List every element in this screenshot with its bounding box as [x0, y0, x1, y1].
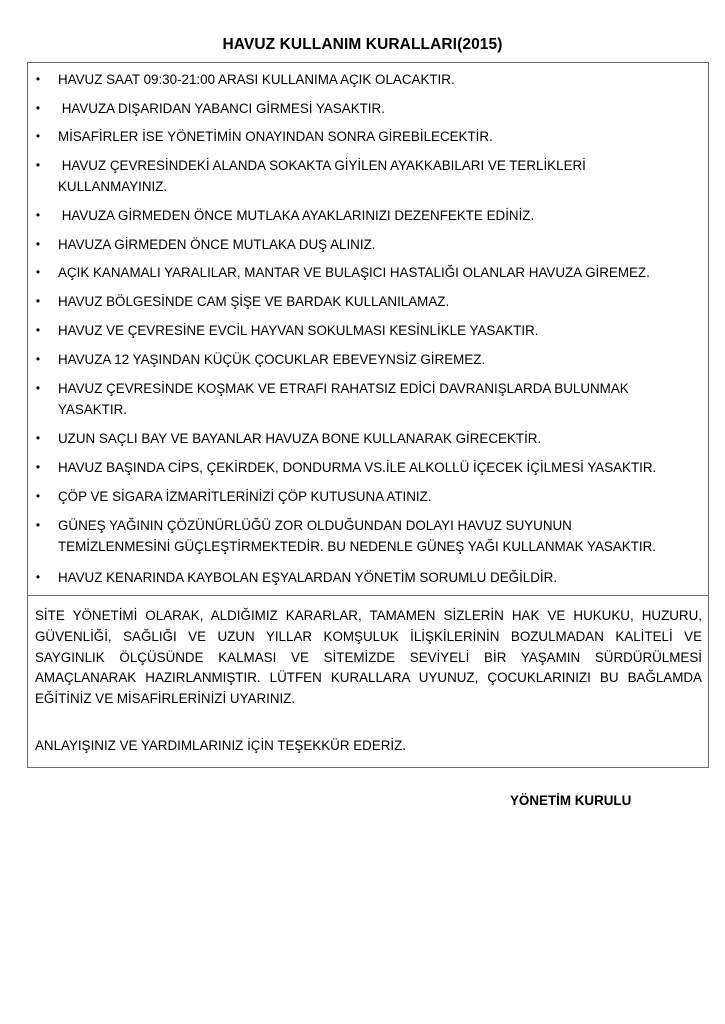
bullet-icon: •: [35, 352, 41, 366]
rule-text: GÜNEŞ YAĞININ ÇÖZÜNÜRLÜĞÜ ZOR OLDUĞUNDAN DOLAYI HAVUZ SUYUNUN TEMİZLENMESİNİ GÜÇLEŞTİRMEKTEDİR. BU NEDENLE GÜNEŞ YAĞI KULLANMAK YASAKTIR.: [58, 518, 656, 554]
bullet-icon: •: [35, 101, 41, 115]
thanks-text: ANLAYIŞINIZ VE YARDIMLARINIZ İÇİN TEŞEKKÜR EDERİZ.: [35, 738, 407, 753]
rule-text: ÇÖP VE SİGARA İZMARİTLERİNİZİ ÇÖP KUTUSUNA ATINIZ.: [58, 489, 432, 504]
bullet-icon: •: [35, 381, 41, 395]
rule-text: MİSAFİRLER İSE YÖNETİMİN ONAYINDAN SONRA GİREBİLECEKTİR.: [58, 129, 493, 144]
rule-text: HAVUZ KENARINDA KAYBOLAN EŞYALARDAN YÖNETİM SORUMLU DEĞİLDİR.: [58, 570, 558, 585]
bullet-icon: •: [35, 158, 41, 172]
bullet-icon: •: [35, 237, 41, 251]
rule-text: HAVUZA GİRMEDEN ÖNCE MUTLAKA AYAKLARINIZI DEZENFEKTE EDİNİZ.: [58, 208, 535, 223]
rule-text: HAVUZA GİRMEDEN ÖNCE MUTLAKA DUŞ ALINIZ.: [58, 237, 376, 252]
section-divider: [28, 595, 708, 596]
rule-text: HAVUZ VE ÇEVRESİNE EVCİL HAYVAN SOKULMASI KESİNLİKLE YASAKTIR.: [58, 323, 539, 338]
rule-text: AÇIK KANAMALI YARALILAR, MANTAR VE BULAŞICI HASTALIĞI OLANLAR HAVUZA GİREMEZ.: [58, 265, 650, 280]
bullet-icon: •: [35, 323, 41, 337]
rule-text: HAVUZA 12 YAŞINDAN KÜÇÜK ÇOCUKLAR EBEVEYNSİZ GİREMEZ.: [58, 352, 486, 367]
rule-text: HAVUZ SAAT 09:30-21:00 ARASI KULLANIMA AÇIK OLACAKTIR.: [58, 72, 455, 87]
bullet-icon: •: [35, 518, 41, 532]
bullet-icon: •: [35, 72, 41, 86]
bullet-icon: •: [35, 129, 41, 143]
rule-text: HAVUZA DIŞARIDAN YABANCI GİRMESİ YASAKTIR.: [58, 101, 385, 116]
rule-text: UZUN SAÇLI BAY VE BAYANLAR HAVUZA BONE KULLANARAK GİRECEKTİR.: [58, 431, 542, 446]
rule-text: HAVUZ ÇEVRESİNDE KOŞMAK VE ETRAFI RAHATSIZ EDİCİ DAVRANIŞLARDA BULUNMAK YASAKTIR.: [58, 381, 629, 417]
signature: YÖNETİM KURULU: [510, 793, 632, 808]
notice-paragraph: SİTE YÖNETİMİ OLARAK, ALDIĞIMIZ KARARLAR, TAMAMEN SİZLERİN HAK VE HUKUKU, HUZURU, GÜVENLİĞİ, SAĞLIĞI VE UZUN YILLAR KOMŞULUK İLİŞKİLERİNİN BOZULMADAN KALİTELİ VE SAYGINLIK ÖLÇÜSÜNDE KALMASI VE SİTEMİZDE SEVİYELİ BİR YAŞAMIN SÜRDÜRÜLMESİ AMAÇLANARAK HAZIRLANMIŞTIR. LÜTFEN KURALLARA UYUNUZ, ÇOCUKLARINIZI BU BAĞLAMDA EĞİTİNİZ VE MİSAFİRLERİNİZİ UYARINIZ.: [35, 608, 702, 707]
bullet-icon: •: [35, 431, 41, 445]
bullet-icon: •: [35, 265, 41, 279]
rule-text: HAVUZ BÖLGESİNDE CAM ŞİŞE VE BARDAK KULLANILAMAZ.: [58, 294, 450, 309]
rule-text: HAVUZ BAŞINDA CİPS, ÇEKİRDEK, DONDURMA VS.İLE ALKOLLÜ İÇECEK İÇİLMESİ YASAKTIR.: [58, 460, 657, 475]
bullet-icon: •: [35, 208, 41, 222]
document-title: HAVUZ KULLANIM KURALLARI(2015): [222, 36, 503, 53]
rules-box: [27, 62, 709, 768]
bullet-icon: •: [35, 460, 41, 474]
bullet-icon: •: [35, 489, 41, 503]
bullet-icon: •: [35, 570, 41, 584]
rule-text: HAVUZ ÇEVRESİNDEKİ ALANDA SOKAKTA GİYİLEN AYAKKABILARI VE TERLİKLERİ KULLANMAYINIZ.: [58, 158, 586, 194]
bullet-icon: •: [35, 294, 41, 308]
